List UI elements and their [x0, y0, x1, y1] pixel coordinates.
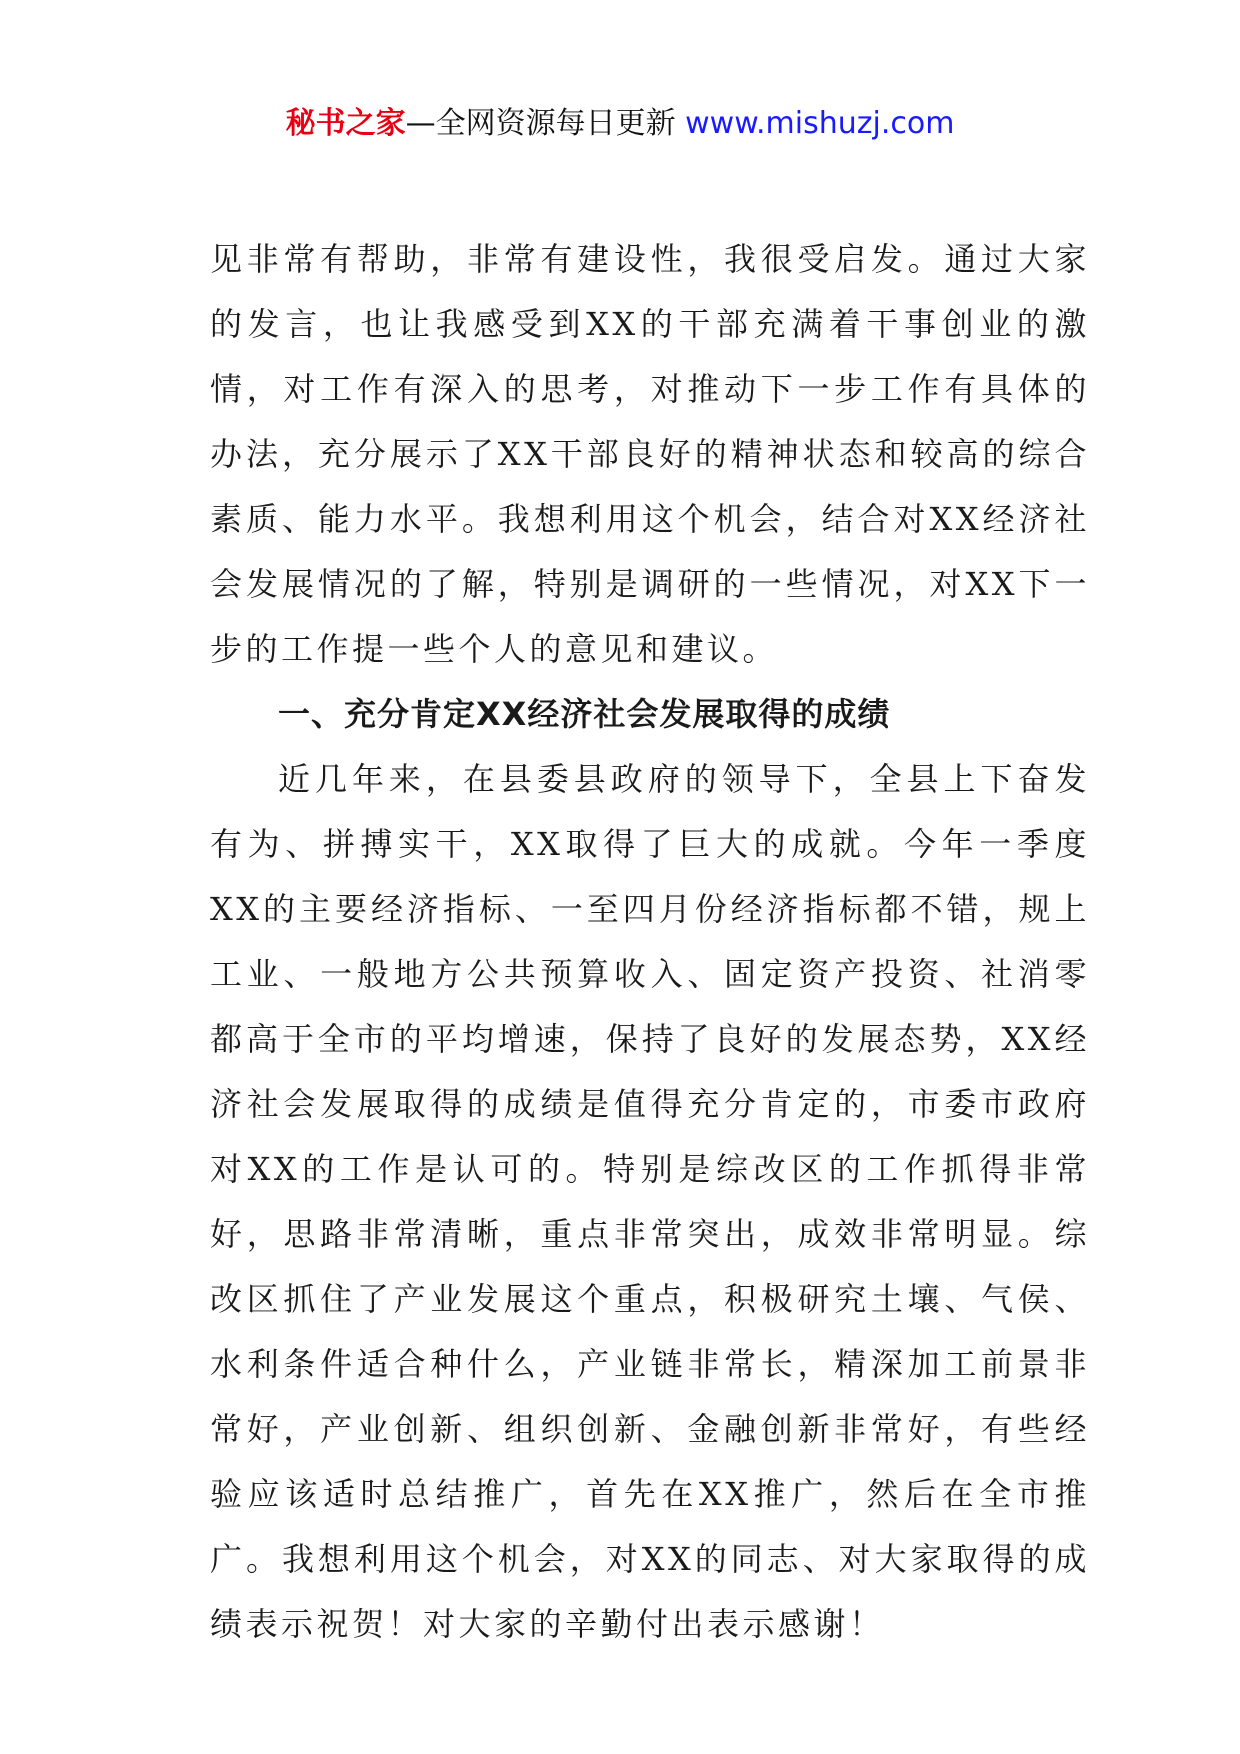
site-header [0, 100, 1240, 148]
brand-name: 秘书之家 [285, 106, 406, 141]
document-body [210, 227, 1090, 1657]
header-tagline: —全网资源每日更新 [405, 106, 686, 141]
section-heading: 一、充分肯定XX经济社会发展取得的成绩 [278, 695, 891, 733]
paragraph-continued: 见非常有帮助，非常有建设性，我很受启发。通过大家的发言，也让我感受到XX的干部充满着干事创业的激情，对工作有深入的思考，对推动下一步工作有具体的办法，充分展示了XX干部良好的精神状态和较高的综合素质、能力水平。我想利用这个机会，结合对XX经济社会发展情况的了解，特别是调研的一些情况，对XX下一步的工作提一些个人的意见和建议。 [210, 240, 1090, 668]
paragraph-achievements: 近几年来，在县委县政府的领导下，全县上下奋发有为、拼搏实干，XX取得了巨大的成就。今年一季度XX的主要经济指标、一至四月份经济指标都不错，规上工业、一般地方公共预算收入、固定资产投资、社消零都高于全市的平均增速，保持了良好的发展态势，XX经济社会发展取得的成绩是值得充分肯定的，市委市政府对XX的工作是认可的。特别是综改区的工作抓得非常好，思路非常清晰，重点非常突出，成效非常明显。综改区抓住了产业发展这个重点，积极研究土壤、气侯、水利条件适合种什么，产业链非常长，精深加工前景非常好，产业创新、组织创新、金融创新非常好，有些经验应该适时总结推广，首先在XX推广，然后在全市推广。我想利用这个机会，对XX的同志、对大家取得的成绩表示祝贺！对大家的辛勤付出表示感谢！ [210, 760, 1090, 1643]
site-url-link[interactable]: www.mishuzj.com [685, 106, 955, 141]
